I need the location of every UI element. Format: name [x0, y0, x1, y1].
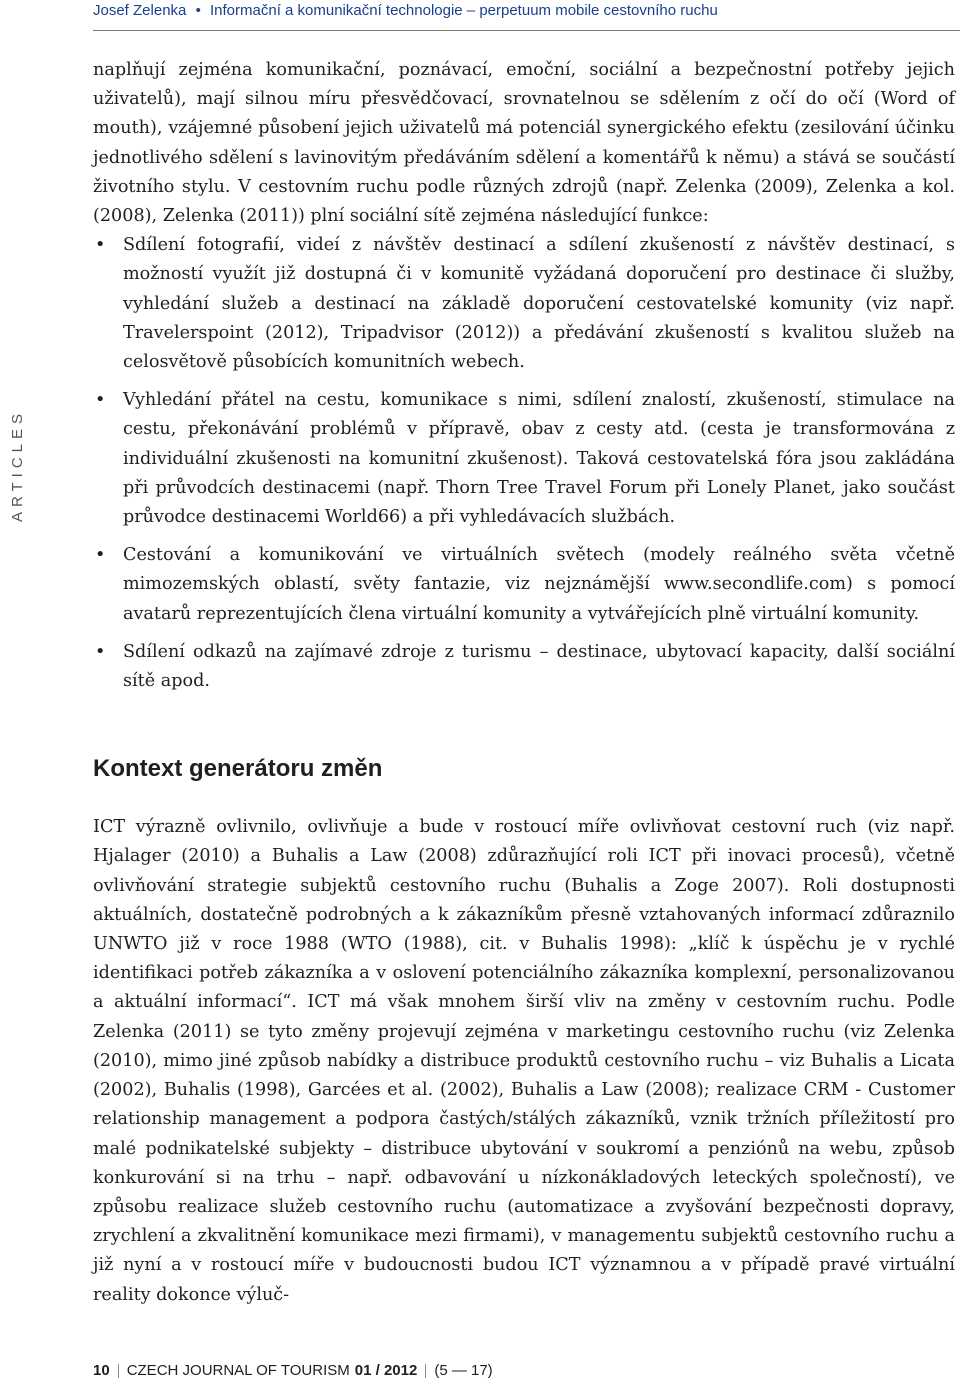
- journal-issue: 01 / 2012: [354, 1362, 418, 1379]
- list-item: [93, 386, 955, 532]
- footer-divider: [425, 1364, 426, 1378]
- list-item: [93, 541, 955, 629]
- running-header: [93, 2, 953, 19]
- header-bullet: •: [195, 2, 201, 19]
- footer-divider: [118, 1364, 119, 1378]
- list-item-text: Sdílení odkazů na zajímavé zdroje z turismu – destinace, ubytovací kapacity, další sociální sítě apod.: [123, 641, 955, 692]
- side-label-text: ARTICLES: [9, 408, 27, 522]
- header-divider: [93, 30, 960, 31]
- list-item: [93, 638, 955, 696]
- header-title: Informační a komunikační technologie – perpetuum mobile cestovního ruchu: [210, 2, 718, 19]
- list-item: [93, 231, 955, 377]
- page-range: (5 — 17): [434, 1362, 493, 1379]
- section-paragraph: ICT výrazně ovlivnilo, ovlivňuje a bude v rostoucí míře ovlivňovat cestovní ruch (viz např. Hjalager (2010) a Buhalis a Law (2008) zdůrazňující roli ICT při inovaci procesů), včetně ovlivňování strategie subjektů cestovního ruchu (Buhalis a Zoge 2007). Roli dostupnosti aktuálních, dostatečně podrobných a k zákazníkům přesně vztahovaných informací zdůraznilo UNWTO již v roce 1988 (WTO (1988), cit. v Buhalis 1998): „klíč k úspěchu je v rychlé identifikaci potřeb zákazníka a v oslovení potenciálního zákazníka komplexní, personalizovanou a aktuální informací“. ICT má však mnohem širší vliv na změny v cestovním ruchu. Podle Zelenka (2011) se tyto změny projevují zejména v marketingu cestovního ruchu (viz Zelenka (2010), mimo jiné způsob nabídky a distribuce produktů cestovního ruchu – viz Buhalis a Licata (2002), Buhalis (1998), Garcées et al. (2002), Buhalis a Law (2008); realizace CRM - Customer relationship management a podpora častých/stálých zákazníků, vznik tržních příležitostí pro malé podnikatelské subjekty – distribuce ubytování v soukromí a penziónů na webu, způsob konkurování si na trhu – např. odbavování u nízkonákladových leteckých společností), ve způsobu realizace služeb cestovního ruchu (automatizace a zvyšování bezpečnosti dopravy, zrychlení a zkvalitnění komunikace mezi firmami), v managementu subjektů cestovního ruchu a již nyní a v rostoucí míře v budoucnosti budou ICT významnou a v případě pravé virtuální reality dokonce výluč-: [93, 817, 955, 1305]
- journal-name: CZECH JOURNAL OF TOURISM: [126, 1362, 350, 1379]
- bullet-marker: •: [95, 390, 106, 411]
- side-section-label: [4, 250, 32, 680]
- list-item-text: Cestování a komunikování ve virtuálních světech (modely reálného světa včetně mimozemských oblastí, světy fantazie, viz nejznámější www.secondlife.com) s pomocí avatarů reprezentujících člena virtuální komunity a vytvářejících plně virtuální komunity.: [123, 545, 955, 624]
- bullet-marker: •: [95, 545, 106, 566]
- list-item-text: Sdílení fotografií, videí z návštěv destinací a sdílení zkušeností z návštěv destinací, s možností využít již dostupná či v komunitě vyžádaná doporučení pro destinace či služby, vyhledání služeb a destinací na základě doporučení cestovatelské komunity (viz např. Travelerspoint (2012), Tripadvisor (2012)) a předávání zkušeností s kvalitou služeb na celosvětově působících komunitních webech.: [123, 235, 955, 373]
- social-network-functions-list: [93, 231, 955, 696]
- article-body: [93, 56, 955, 1310]
- intro-paragraph: naplňují zejména komunikační, poznávací, emoční, sociální a bezpečnostní potřeby jejich uživatelů), mají silnou míru přesvědčovací, srovnatelnou se sdělením z očí do očí (Word of mouth), vzájemné působení jejich uživatelů má potenciál synergického efektu (zesilování účinku jednotlivého sdělení s lavinovitým předáváním sdělení a komentářů k němu) a stává se součástí životního stylu. V cestovním ruchu podle různých zdrojů (např. Zelenka (2009), Zelenka a kol. (2008), Zelenka (2011)) plní sociální sítě zejména následující funkce:: [93, 60, 955, 227]
- page-footer: [93, 1362, 493, 1379]
- header-author: Josef Zelenka: [93, 2, 187, 19]
- list-item-text: Vyhledání přátel na cestu, komunikace s nimi, sdílení znalostí, zkušeností, stimulace na cestu, překonávání problémů v přípravě, obav z cesty atd. (cesta je transformována z individuální zkušenosti na komunitní zkušenost). Taková cestovatelská fóra jsou zakládána při průvodcích destinacemi (např. Thorn Tree Travel Forum při Lonely Planet, jako součást průvodce destinacemi World66) a při vyhledávacích službách.: [123, 390, 955, 528]
- bullet-marker: •: [95, 641, 106, 662]
- bullet-marker: •: [95, 235, 106, 256]
- page-number: 10: [93, 1362, 110, 1379]
- section-heading: Kontext generátoru změn: [93, 755, 383, 783]
